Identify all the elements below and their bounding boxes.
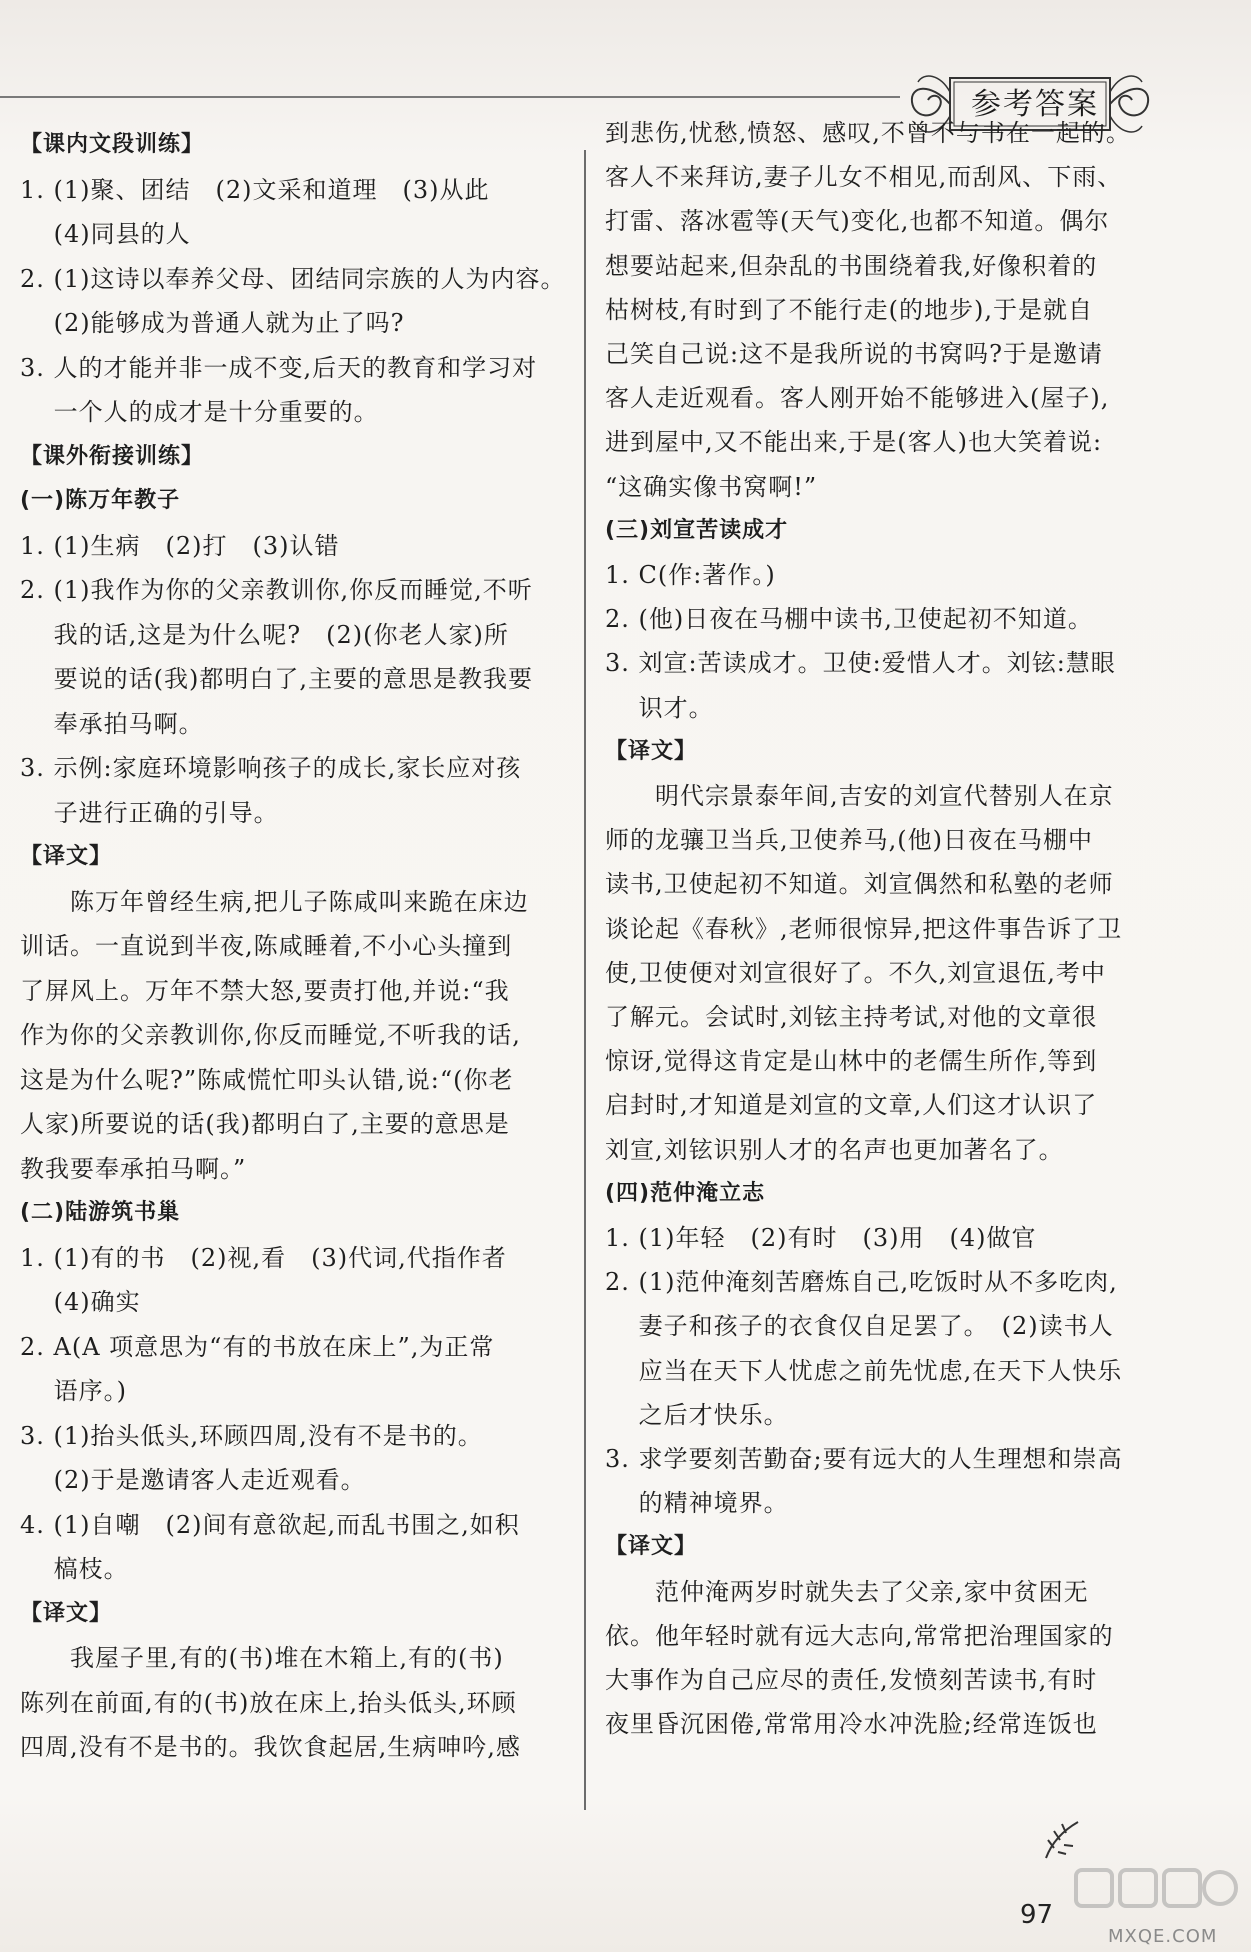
header-rule xyxy=(0,96,900,98)
text-line: (2)于是邀请客人走近观看。 xyxy=(20,1466,366,1494)
text-line: 子进行正确的引导。 xyxy=(20,798,279,827)
text-line: 了屏风上。万年不禁大怒,要责打他,并说:“我 xyxy=(20,976,510,1005)
section-heading: (三)刘宣苦读成才 xyxy=(605,517,789,543)
text-line: 槁枝。 xyxy=(20,1555,129,1583)
text-line: 训话。一直说到半夜,陈咸睡着,不小心头撞到 xyxy=(20,932,513,960)
text-line: (4)同县的人 xyxy=(20,220,191,248)
text-line: 了解元。会试时,刘铉主持考试,对他的文章很 xyxy=(605,1003,1098,1031)
text-line: 想要站起来,但杂乱的书围绕着我,好像积着的 xyxy=(605,251,1098,280)
text-line: 1. (1)年轻 (2)有时 (3)用 (4)做官 xyxy=(605,1224,1037,1252)
text-line: 四周,没有不是书的。我饮食起居,生病呻吟,感 xyxy=(20,1733,521,1761)
text-line: 作为你的父亲教训你,你反而睡觉,不听我的话, xyxy=(20,1021,521,1049)
text-line: 4. (1)自嘲 (2)间有意欲起,而乱书围之,如积 xyxy=(20,1510,520,1539)
text-line: 读书,卫使起初不知道。刘宣偶然和私塾的老师 xyxy=(605,870,1114,899)
text-line: 我屋子里,有的(书)堆在木箱上,有的(书) xyxy=(20,1644,504,1672)
text-line: 2. (1)我作为你的父亲教训你,你反而睡觉,不听 xyxy=(20,576,533,604)
text-line: 2. (1)这诗以奉养父母、团结同宗族的人为内容。 xyxy=(20,264,566,293)
text-line: 3. (1)抬头低头,环顾四周,没有不是书的。 xyxy=(20,1421,483,1450)
text-line: 进到屋中,又不能出来,于是(客人)也大笑着说: xyxy=(605,428,1103,457)
text-line: 启封时,才知道是刘宣的文章,人们这才认识了 xyxy=(605,1091,1098,1120)
page-number: 97 xyxy=(1020,1900,1054,1930)
text-line: 谈论起《春秋》,老师很惊异,把这件事告诉了卫 xyxy=(605,914,1123,943)
text-line: 我的话,这是为什么呢? (2)(你老人家)所 xyxy=(20,620,509,649)
column-divider xyxy=(584,150,586,1810)
text-line: 陈万年曾经生病,把儿子陈咸叫来跪在床边 xyxy=(20,887,529,916)
text-line: 这是为什么呢?”陈咸慌忙叩头认错,说:“(你老 xyxy=(20,1065,514,1094)
text-line: 3. 求学要刻苦勤奋;要有远大的人生理想和崇高 xyxy=(605,1445,1123,1473)
watermark-url: MXQE.COM xyxy=(1108,1926,1218,1947)
text-line: 陈列在前面,有的(书)放在床上,抬头低头,环顾 xyxy=(20,1688,517,1717)
section-heading: 【课外衔接训练】 xyxy=(20,443,205,469)
section-heading: (一)陈万年教子 xyxy=(20,488,181,513)
section-heading: 【课内文段训练】 xyxy=(20,132,205,157)
text-line: 夜里昏沉困倦,常常用冷水冲洗脸;经常连饭也 xyxy=(605,1710,1098,1739)
text-line: 2. A(A 项意思为“有的书放在床上”,为正常 xyxy=(20,1332,495,1361)
section-heading: 【译文】 xyxy=(20,1600,113,1626)
text-line: 一个人的成才是十分重要的。 xyxy=(20,398,379,426)
text-line: 2. (1)范仲淹刻苦磨炼自己,吃饭时从不多吃肉, xyxy=(605,1268,1118,1297)
text-line: 2. (他)日夜在马棚中读书,卫使起初不知道。 xyxy=(605,605,1093,634)
text-line: 妻子和孩子的衣食仅自足罢了。 (2)读书人 xyxy=(605,1312,1114,1341)
text-line: 3. 人的才能并非一成不变,后天的教育和学习对 xyxy=(20,353,538,382)
section-heading: 【译文】 xyxy=(605,1534,698,1560)
text-line: 奉承拍马啊。 xyxy=(20,709,204,738)
section-heading: 【译文】 xyxy=(605,738,698,764)
text-line: 客人不来拜访,妻子儿女不相见,而刮风、下雨、 xyxy=(605,163,1123,192)
text-line: 范仲淹两岁时就失去了父亲,家中贫困无 xyxy=(605,1577,1089,1606)
section-heading: (二)陆游筑书巢 xyxy=(20,1200,181,1225)
text-line: 明代宗景泰年间,吉安的刘宣代替别人在京 xyxy=(605,782,1114,810)
text-line: 1. C(作:著作。) xyxy=(605,561,776,589)
text-line: “这确实像书窝啊!” xyxy=(605,472,818,501)
text-line: (2)能够成为普通人就为止了吗? xyxy=(20,309,405,337)
text-line: 识才。 xyxy=(605,693,714,722)
text-line: 要说的话(我)都明白了,主要的意思是教我要 xyxy=(20,665,533,693)
text-line: 到悲伤,忧愁,愤怒、感叹,不曾不与书在一起的。 xyxy=(605,119,1131,147)
text-line: 语序。) xyxy=(20,1377,127,1405)
text-line: 依。他年轻时就有远大志向,常常把治理国家的 xyxy=(605,1621,1114,1650)
text-line: 3. 刘宣:苦读成才。卫使:爱惜人才。刘铉:慧眼 xyxy=(605,649,1116,678)
text-line: 人家)所要说的话(我)都明白了,主要的意思是 xyxy=(20,1110,510,1138)
text-line: (4)确实 xyxy=(20,1288,141,1316)
text-line: 刘宣,刘铉识别人才的名声也更加著名了。 xyxy=(605,1135,1064,1164)
text-line: 使,卫使便对刘宣很好了。不久,刘宣退伍,考中 xyxy=(605,958,1106,987)
text-line: 惊讶,觉得这肯定是山林中的老儒生所作,等到 xyxy=(605,1047,1098,1076)
text-line: 打雷、落冰雹等(天气)变化,也都不知道。偶尔 xyxy=(605,207,1110,236)
leaf-ornament-icon xyxy=(1042,1818,1082,1862)
text-line: 应当在天下人忧虑之前先忧虑,在天下人快乐 xyxy=(605,1356,1123,1385)
answer-badge-title: 参考答案 xyxy=(971,87,1099,122)
text-line: 1. (1)聚、团结 (2)文采和道理 (3)从此 xyxy=(20,175,490,204)
text-line: 师的龙骧卫当兵,卫使养马,(他)日夜在马棚中 xyxy=(605,826,1093,855)
text-line: 己笑自己说:这不是我所说的书窝吗?于是邀请 xyxy=(605,340,1103,368)
section-heading: 【译文】 xyxy=(20,844,113,869)
section-heading: (四)范仲淹立志 xyxy=(605,1180,766,1206)
text-line: 客人走近观看。客人刚开始不能够进入(屋子), xyxy=(605,384,1110,413)
text-line: 枯树枝,有时到了不能行走(的地步),于是就自 xyxy=(605,295,1093,324)
text-line: 之后才快乐。 xyxy=(605,1400,789,1429)
text-line: 大事作为自己应尽的责任,发愤刻苦读书,有时 xyxy=(605,1666,1098,1694)
text-line: 1. (1)有的书 (2)视,看 (3)代词,代指作者 xyxy=(20,1243,507,1272)
text-line: 1. (1)生病 (2)打 (3)认错 xyxy=(20,531,340,560)
text-line: 3. 示例:家庭环境影响孩子的成长,家长应对孩 xyxy=(20,754,522,782)
text-line: 教我要奉承拍马啊。” xyxy=(20,1154,247,1183)
text-line: 的精神境界。 xyxy=(605,1489,789,1518)
